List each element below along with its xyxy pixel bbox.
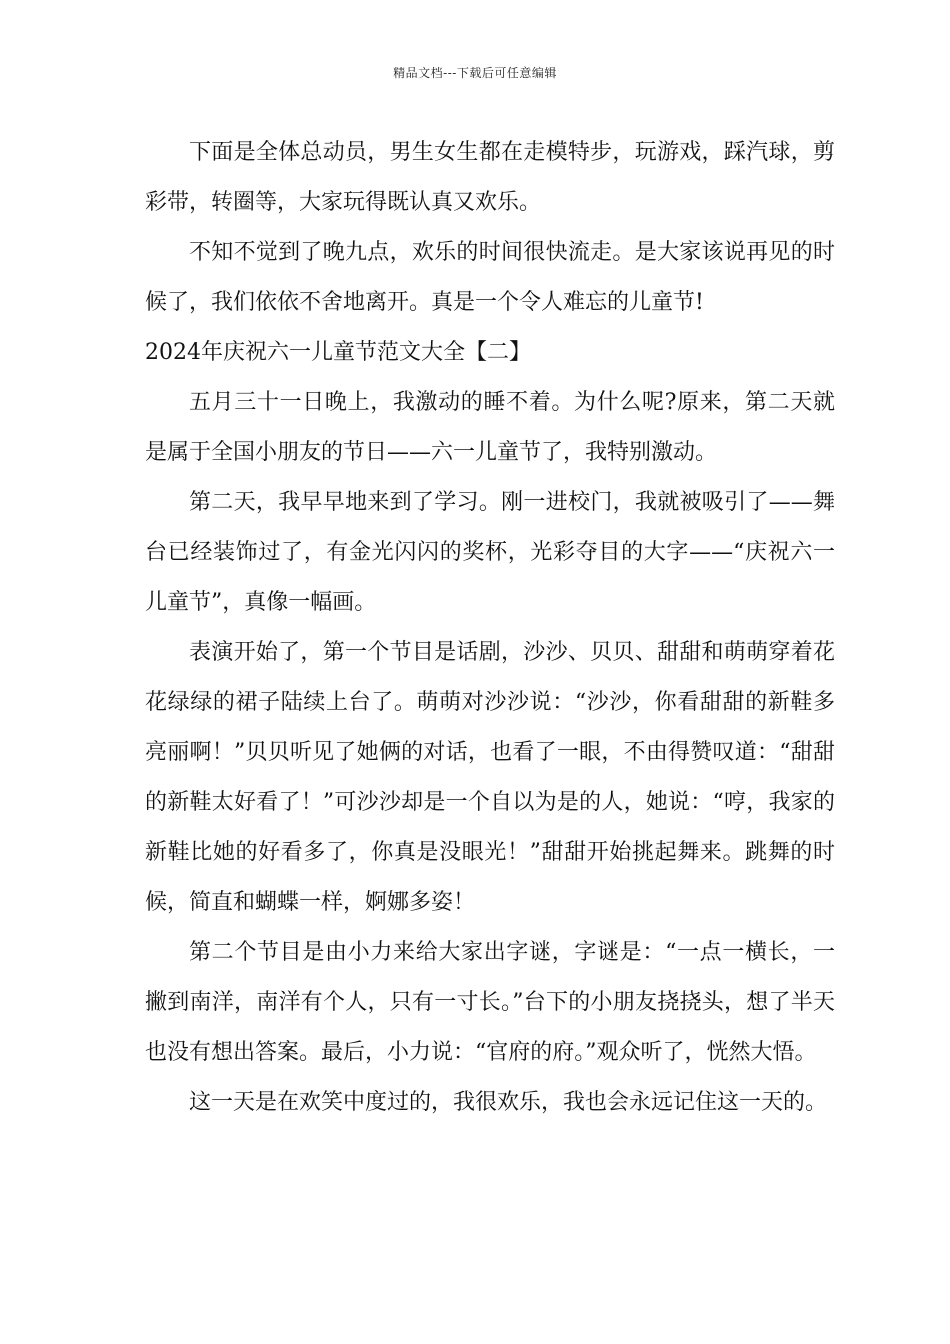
document-body (145, 128, 835, 1128)
paragraph-2: 不知不觉到了晚九点，欢乐的时间很快流走。是大家该说再见的时候了，我们依依不舍地离开。真是一个令人难忘的儿童节! (145, 240, 835, 315)
paragraph-1: 下面是全体总动员，男生女生都在走模特步，玩游戏，踩汽球，剪彩带，转圈等，大家玩得既认真又欢乐。 (145, 140, 835, 215)
paragraph-7: 这一天是在欢笑中度过的，我很欢乐，我也会永远记住这一天的。 (189, 1090, 828, 1115)
page-header: 精品文档---下载后可任意编辑 (393, 66, 557, 80)
paragraph-4: 第二天，我早早地来到了学习。刚一进校门，我就被吸引了——舞台已经装饰过了，有金光闪闪的奖杯，光彩夺目的大字——“庆祝六一儿童节”，真像一幅画。 (145, 490, 835, 615)
paragraph-3: 五月三十一日晚上，我激动的睡不着。为什么呢?原来，第二天就是属于全国小朋友的节日——六一儿童节了，我特别激动。 (145, 390, 835, 465)
paragraph-5: 表演开始了，第一个节目是话剧，沙沙、贝贝、甜甜和萌萌穿着花花绿绿的裙子陆续上台了。萌萌对沙沙说：“沙沙，你看甜甜的新鞋多亮丽啊！”贝贝听见了她俩的对话，也看了一眼，不由得赞叹道：“甜甜的新鞋太好看了！”可沙沙却是一个自以为是的人，她说：“哼，我家的新鞋比她的好看多了，你真是没眼光！”甜甜开始挑起舞来。跳舞的时候，简直和蝴蝶一样，婀娜多姿！ (145, 640, 835, 915)
section-heading: 2024年庆祝六一儿童节范文大全【二】 (145, 340, 531, 365)
paragraph-6: 第二个节目是由小力来给大家出字谜，字谜是：“一点一横长，一撇到南洋，南洋有个人，只有一寸长。”台下的小朋友挠挠头，想了半天也没有想出答案。最后，小力说：“官府的府。”观众听了，恍然大悟。 (145, 940, 835, 1065)
